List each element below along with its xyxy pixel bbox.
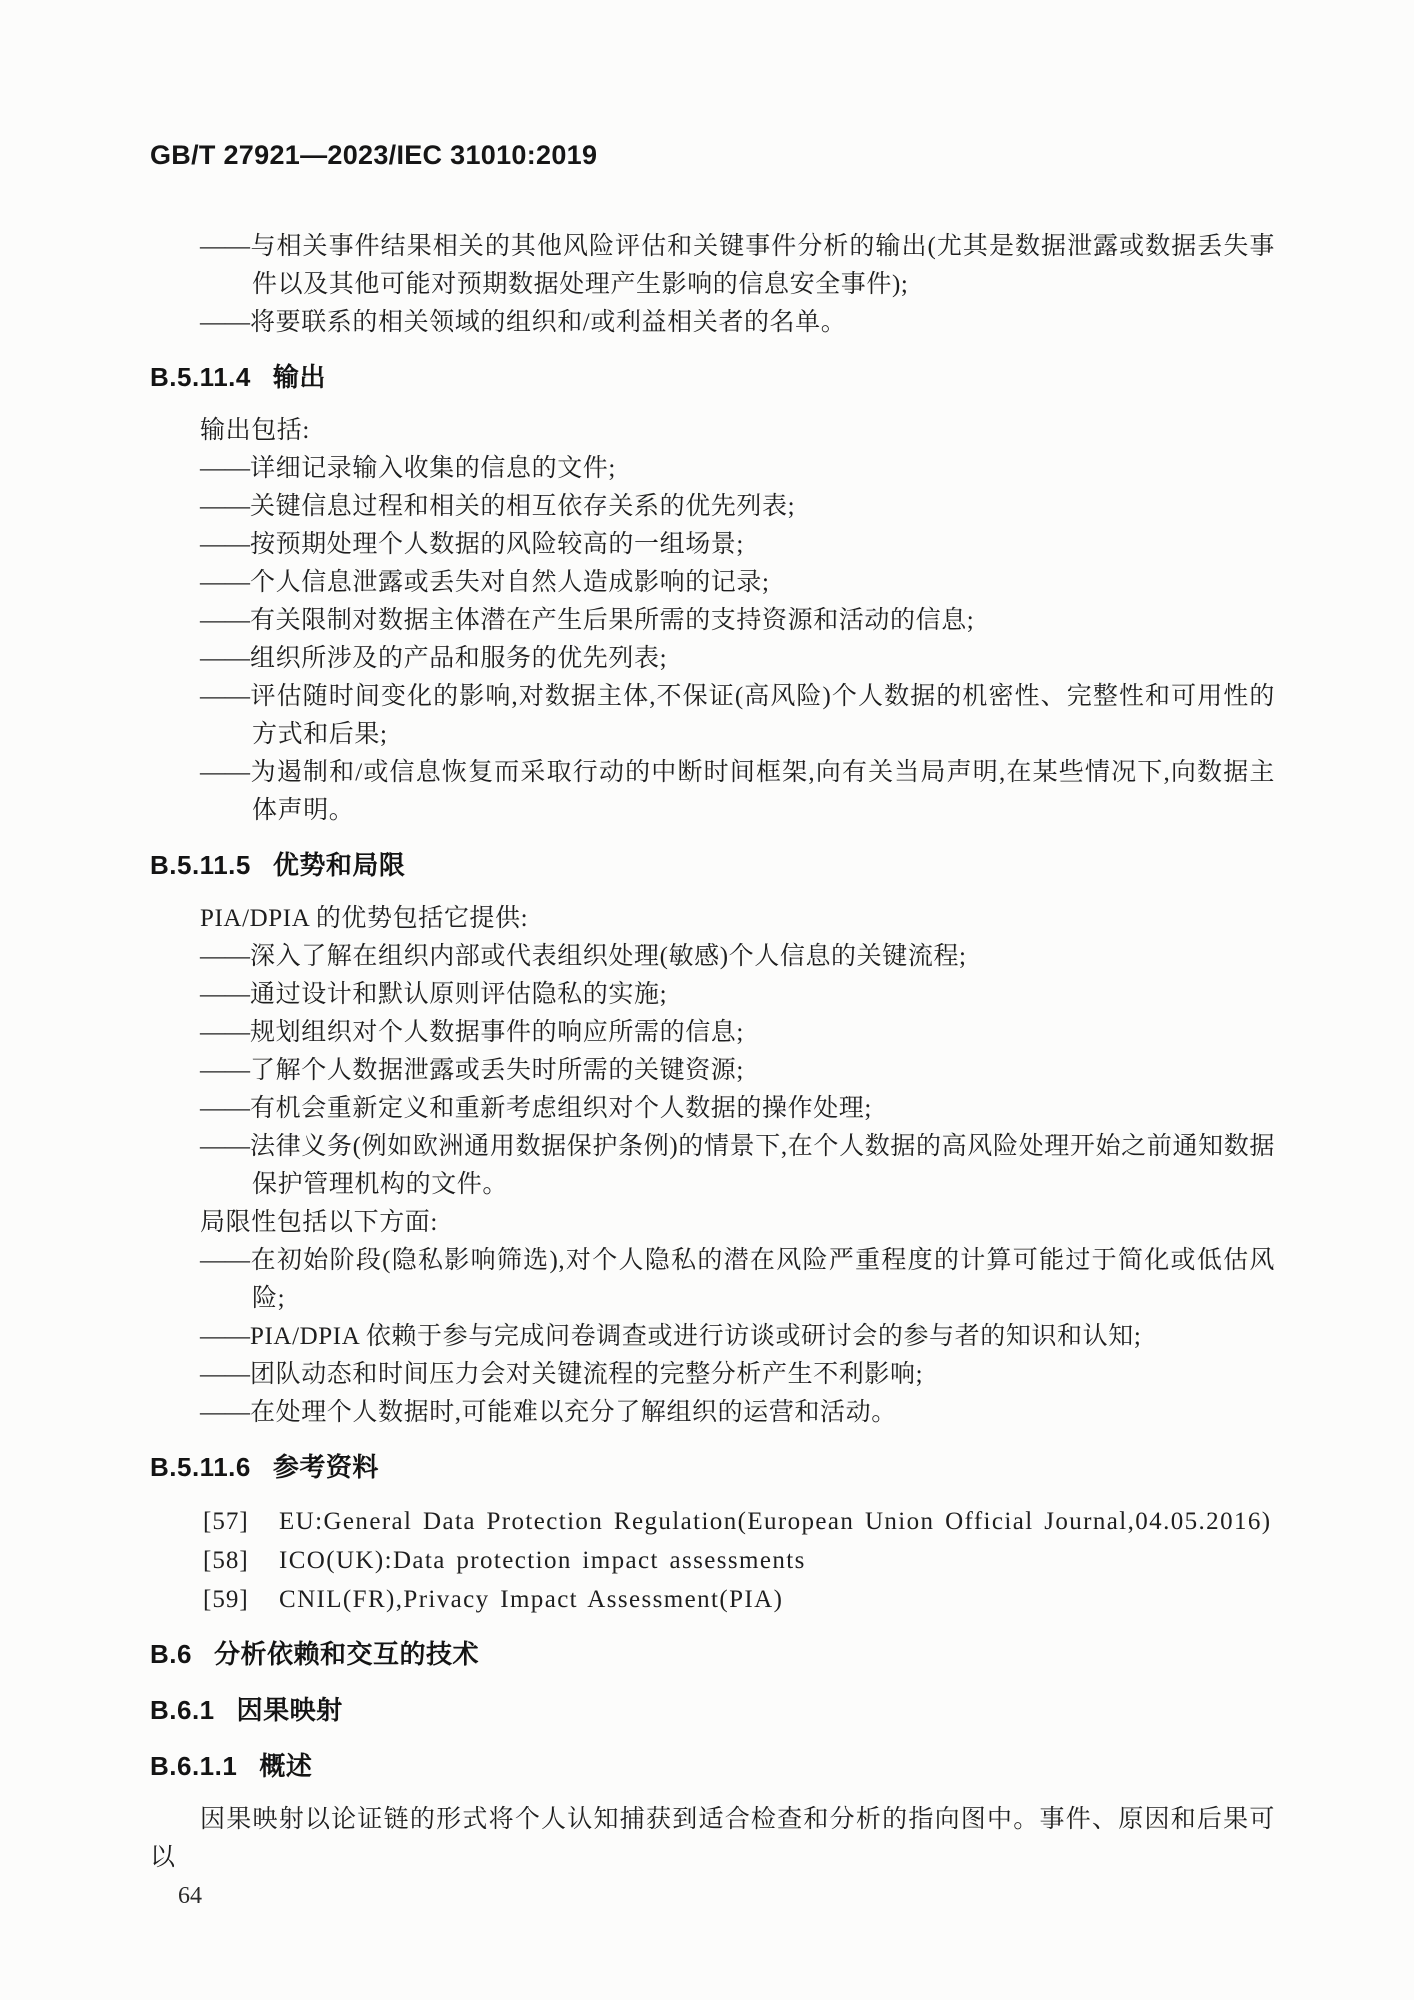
section-heading [150,1691,1275,1729]
list-item-text: 深入了解在组织内部或代表组织处理(敏感)个人信息的关键流程; [250,943,967,970]
section-title: 因果映射 [236,1695,343,1725]
dash-marker: —— [200,1019,250,1046]
section-title: 输出 [272,362,326,392]
list-item-text: 个人信息泄露或丢失对自然人造成影响的记录; [250,569,770,596]
section-heading [150,1747,1275,1785]
dash-marker: —— [200,493,250,520]
dash-marker: —— [200,943,250,970]
dash-marker: —— [200,309,250,336]
dash-marker: —— [200,455,250,482]
dash-marker: —— [200,683,250,710]
section-number: B.6.1.1 [150,1751,238,1781]
list-item [200,938,1275,976]
section-heading [150,1448,1275,1486]
list-item [200,1356,1275,1394]
dash-marker: —— [200,1399,250,1426]
list-item-text: 为遏制和/或信息恢复而采取行动的中断时间框架,向有关当局声明,在某些情况下,向数据主体声明。 [250,759,1275,824]
list-item [200,678,1275,754]
list-item-text: 在处理个人数据时,可能难以充分了解组织的运营和活动。 [250,1399,897,1426]
paragraph: 输出包括: [200,417,310,444]
list-item [200,488,1275,526]
list-item-text: 将要联系的相关领域的组织和/或利益相关者的名单。 [250,309,847,336]
list-item-text: 有关限制对数据主体潜在产生后果所需的支持资源和活动的信息; [250,607,975,634]
reference-item [203,1580,1275,1619]
section-title: 优势和局限 [272,850,406,880]
list-item-text: 关键信息过程和相关的相互依存关系的优先列表; [250,493,796,520]
reference-item [203,1502,1275,1541]
paragraph: 因果映射以论证链的形式将个人认知捕获到适合检查和分析的指向图中。事件、原因和后果可以 [150,1806,1275,1871]
reference-text: ICO(UK):Data protection impact assessments [279,1547,806,1574]
paragraph: 局限性包括以下方面: [200,1209,438,1236]
reference-item [203,1541,1275,1580]
list-item [200,1318,1275,1356]
list-item-text: 通过设计和默认原则评估隐私的实施; [250,981,668,1008]
section-title: 参考资料 [272,1452,379,1482]
list-item [200,1242,1275,1318]
section-title: 分析依赖和交互的技术 [213,1639,479,1669]
dash-marker: —— [200,645,250,672]
dash-marker: —— [200,531,250,558]
list-item [200,526,1275,564]
dash-marker: —— [200,607,250,634]
list-item [200,1394,1275,1432]
list-item [200,640,1275,678]
list-item [200,602,1275,640]
section-heading [150,846,1275,884]
list-item-text: 在初始阶段(隐私影响筛选),对个人隐私的潜在风险严重程度的计算可能过于简化或低估风险; [250,1247,1275,1312]
dash-marker: —— [200,1095,250,1122]
list-item [200,1052,1275,1090]
reference-label: [59] [203,1586,249,1613]
reference-text: EU:General Data Protection Regulation(European Union Official Journal,04.05.2016) [279,1508,1272,1535]
section-number: B.6 [150,1639,192,1669]
dash-marker: —— [200,1133,250,1160]
list-item-text: 规划组织对个人数据事件的响应所需的信息; [250,1019,744,1046]
list-item [200,304,1275,342]
standard-code-header: GB/T 27921—2023/IEC 31010:2019 [150,140,598,170]
list-item-text: 与相关事件结果相关的其他风险评估和关键事件分析的输出(尤其是数据泄露或数据丢失事件以及其他可能对预期数据处理产生影响的信息安全事件); [250,233,1275,298]
list-item [200,1090,1275,1128]
page-number: 64 [178,1883,202,1909]
list-item [200,754,1275,830]
reference-text: CNIL(FR),Privacy Impact Assessment(PIA) [279,1586,784,1613]
dash-marker: —— [200,1057,250,1084]
list-item [200,976,1275,1014]
list-item-text: 按预期处理个人数据的风险较高的一组场景; [250,531,744,558]
section-title: 概述 [259,1751,313,1781]
dash-marker: —— [200,1361,250,1388]
dash-marker: —— [200,1247,250,1274]
section-heading [150,1635,1275,1673]
list-item [200,450,1275,488]
dash-marker: —— [200,569,250,596]
list-item-text: 法律义务(例如欧洲通用数据保护条例)的情景下,在个人数据的高风险处理开始之前通知数据保护管理机构的文件。 [250,1133,1275,1198]
section-number: B.5.11.6 [150,1452,251,1482]
dash-marker: —— [200,759,250,786]
list-item-text: 有机会重新定义和重新考虑组织对个人数据的操作处理; [250,1095,872,1122]
dash-marker: —— [200,233,250,260]
section-number: B.5.11.4 [150,362,251,392]
list-item-text: 团队动态和时间压力会对关键流程的完整分析产生不利影响; [250,1361,924,1388]
section-heading [150,358,1275,396]
reference-label: [58] [203,1547,249,1574]
list-item [200,228,1275,304]
list-item-text: 详细记录输入收集的信息的文件; [250,455,616,482]
dash-marker: —— [200,1323,250,1350]
list-item-text: 了解个人数据泄露或丢失时所需的关键资源; [250,1057,744,1084]
section-number: B.5.11.5 [150,850,251,880]
list-item [200,564,1275,602]
list-item-text: 评估随时间变化的影响,对数据主体,不保证(高风险)个人数据的机密性、完整性和可用性的方式和后果; [250,683,1275,748]
list-item [200,1014,1275,1052]
list-item-text: PIA/DPIA 依赖于参与完成问卷调查或进行访谈或研讨会的参与者的知识和认知; [250,1323,1142,1350]
list-item-text: 组织所涉及的产品和服务的优先列表; [250,645,668,672]
paragraph: PIA/DPIA 的优势包括它提供: [200,905,529,932]
section-number: B.6.1 [150,1695,215,1725]
document-content [150,228,1275,1877]
dash-marker: —— [200,981,250,1008]
list-item [200,1128,1275,1204]
reference-label: [57] [203,1508,249,1535]
